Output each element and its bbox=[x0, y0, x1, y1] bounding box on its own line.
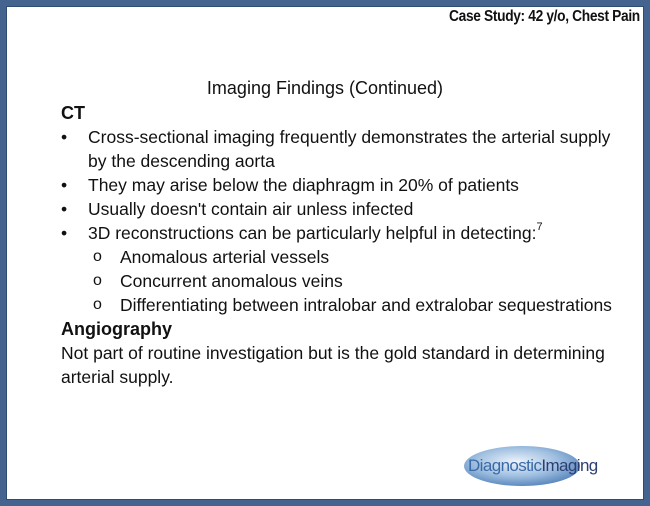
sub-bullet-text: Anomalous arterial vessels bbox=[120, 247, 330, 267]
sub-bullet-marker: o bbox=[93, 296, 102, 313]
bullet-marker: • bbox=[61, 175, 68, 195]
bullet-item bbox=[61, 221, 621, 245]
bullet-text: Cross-sectional imaging frequently demonstrates the arterial supply by the descending aorta bbox=[88, 127, 611, 171]
footnote-ref: 7 bbox=[536, 221, 543, 234]
ct-title: CT bbox=[61, 103, 85, 123]
sub-bullet-text: Differentiating between intralobar and extralobar sequestrations bbox=[120, 295, 612, 315]
ct-sub-bullet-list bbox=[61, 245, 621, 317]
bullet-item bbox=[61, 125, 621, 173]
sub-bullet-marker: o bbox=[93, 272, 102, 289]
sub-bullet-marker: o bbox=[93, 248, 102, 265]
bullet-text: They may arise below the diaphragm in 20% of patients bbox=[88, 175, 519, 195]
case-title: Case Study: 42 y/o, Chest Pain bbox=[449, 8, 640, 25]
slide-content bbox=[61, 101, 621, 389]
bullet-item bbox=[61, 173, 621, 197]
logo-word-diagnostic: Diagnostic bbox=[468, 456, 542, 475]
logo-word-imaging: Imaging bbox=[541, 456, 598, 475]
bullet-text: 3D reconstructions can be particularly helpful in detecting: bbox=[88, 223, 537, 243]
slide-heading: Imaging Findings (Continued) bbox=[206, 78, 444, 98]
sub-bullet-item bbox=[93, 293, 621, 317]
angiography-text: Not part of routine investigation but is the gold standard in determining arterial supply. bbox=[61, 343, 605, 387]
sub-bullet-text: Concurrent anomalous veins bbox=[120, 271, 343, 291]
bullet-text: Usually doesn't contain air unless infected bbox=[88, 199, 414, 219]
sub-bullet-item bbox=[93, 245, 621, 269]
bullet-marker: • bbox=[61, 199, 68, 219]
diagnostic-imaging-logo bbox=[462, 442, 632, 488]
ct-bullet-list bbox=[61, 125, 621, 245]
bullet-marker: • bbox=[61, 127, 68, 147]
sub-bullet-item bbox=[93, 269, 621, 293]
angiography-title: Angiography bbox=[61, 319, 172, 339]
bullet-item bbox=[61, 197, 621, 221]
bullet-marker: • bbox=[61, 223, 68, 243]
svg-text:DiagnosticImaging bbox=[468, 456, 598, 475]
